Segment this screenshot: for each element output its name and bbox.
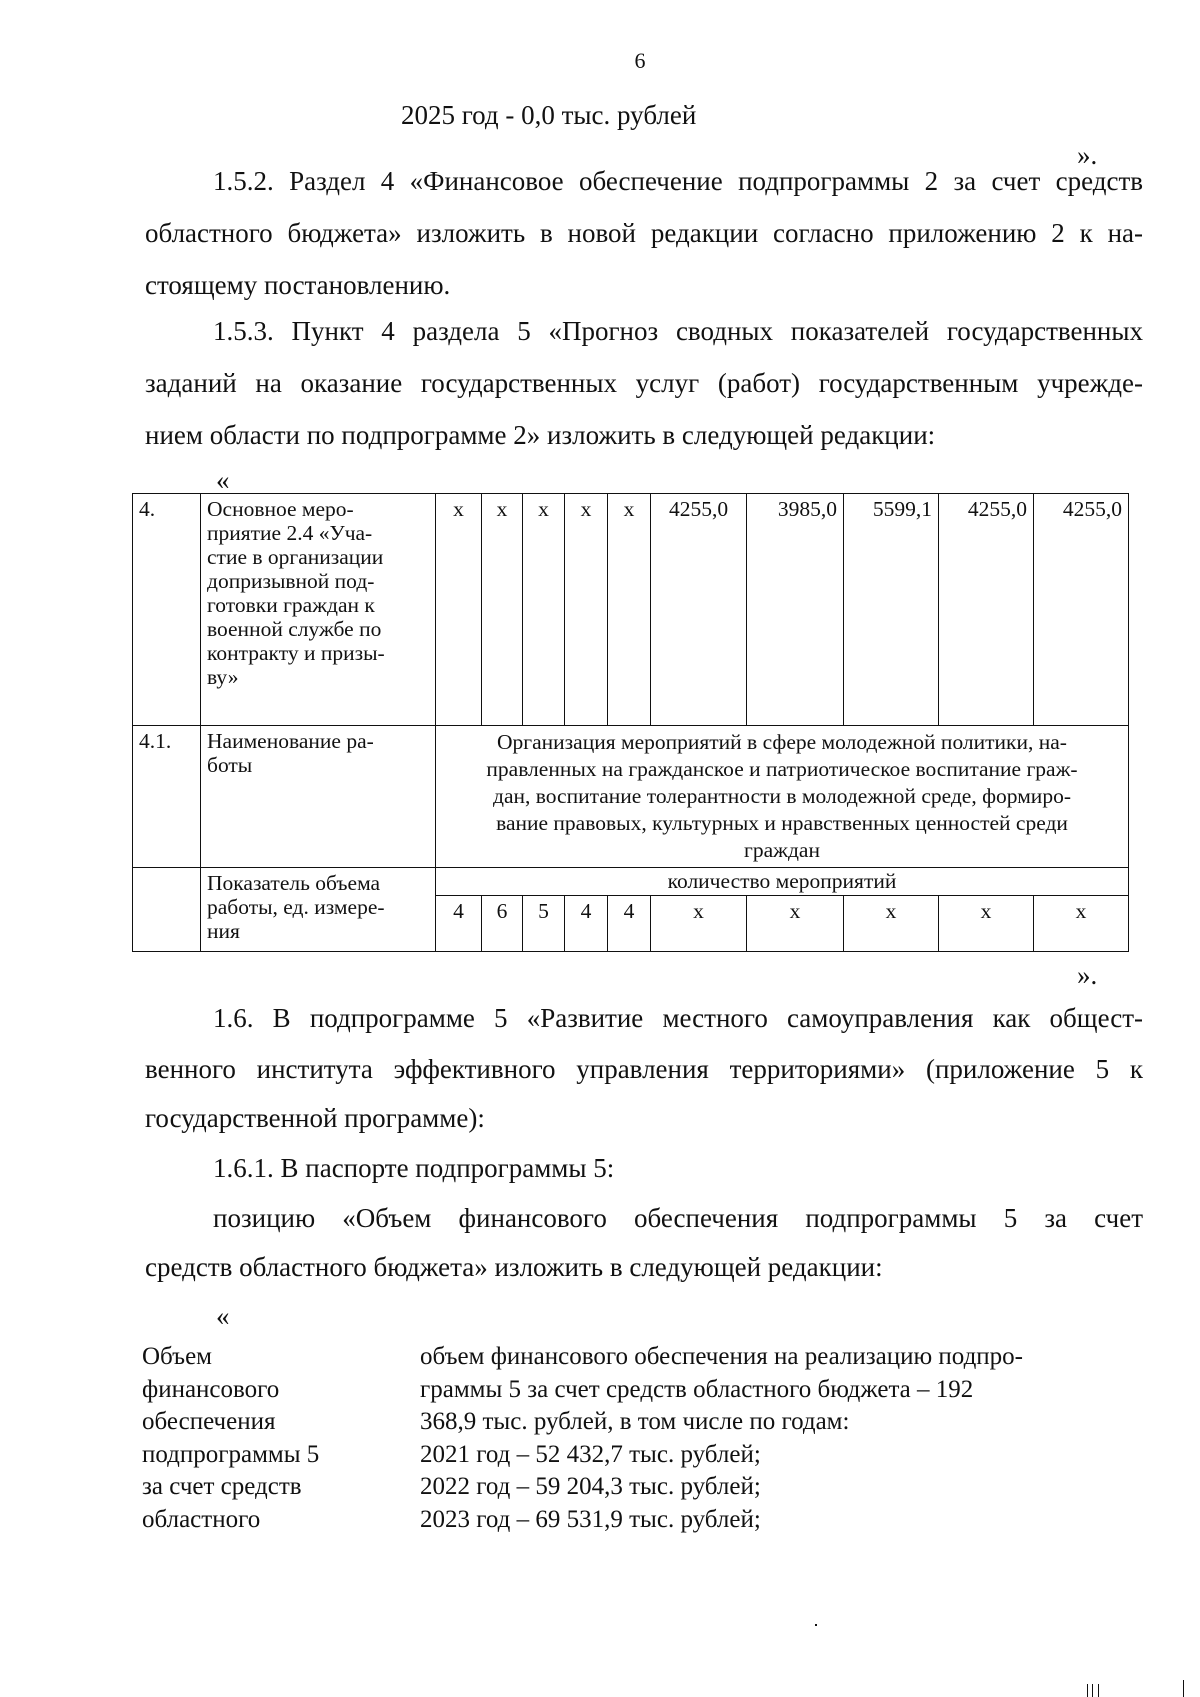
table-cell: x — [1034, 896, 1129, 952]
work-name-text: Организация мероприятий в сфере молодежной политики, на- правленных на гражданское и патриотическое воспитание граж- дан, воспитание толерантности в молодежной среде, формиро- вание правовых, культурных и нравственных ценностей среди граждан — [436, 726, 1129, 868]
indicator-table — [132, 493, 1129, 952]
table-cell: x — [844, 896, 939, 952]
table-cell: x — [436, 494, 482, 726]
table-cell: x — [651, 896, 747, 952]
table-cell: 4 — [565, 896, 608, 952]
table-cell: 4255,0 — [939, 494, 1034, 726]
scan-mark — [1183, 1680, 1184, 1697]
table-cell: 4 — [608, 896, 651, 952]
closing-quote: ». — [1077, 960, 1098, 990]
table-cell: x — [939, 896, 1034, 952]
table-cell: 4 — [436, 896, 482, 952]
paragraph-1-5-2-line-2: областного бюджета» изложить в новой редакции согласно приложению 2 к на- — [145, 218, 1143, 248]
row-number: 4.1. — [133, 726, 201, 868]
row-name: Основное меро- приятие 2.4 «Уча- стие в организации допризывной под- готовки граждан к военной службе по контракту и призы- ву» — [201, 494, 436, 726]
scan-mark — [1098, 1684, 1099, 1697]
paragraph-1-5-3-line-2: заданий на оказание государственных услуг (работ) государственным учрежде- — [145, 368, 1143, 398]
table-cell: x — [482, 494, 523, 726]
opening-quote: « — [216, 1301, 230, 1331]
table-cell: x — [747, 896, 844, 952]
table-cell: x — [608, 494, 651, 726]
table-row — [133, 868, 1129, 896]
paragraph-1-6-line-3: государственной программе): — [145, 1103, 485, 1133]
table-row — [133, 494, 1129, 726]
table-cell: x — [523, 494, 565, 726]
row-number: 4. — [133, 494, 201, 726]
scan-mark — [1087, 1684, 1088, 1697]
paragraph-1-5-3-line-3: нием области по подпрограмме 2» изложить в следующей редакции: — [145, 420, 936, 450]
table-cell: x — [565, 494, 608, 726]
table-cell: 5 — [523, 896, 565, 952]
paragraph-1-5-2-line-3: стоящему постановлению. — [145, 270, 451, 300]
financing-label: Объем финансового обеспечения подпрограммы 5 за счет средств областного — [142, 1343, 320, 1533]
closing-quote: ». — [1077, 140, 1098, 170]
table-cell: 6 — [482, 896, 523, 952]
paragraph-1-5-3-line-1: 1.5.3. Пункт 4 раздела 5 «Прогноз сводных показателей государственных — [213, 316, 1143, 346]
top-line: 2025 год - 0,0 тыс. рублей — [401, 100, 697, 130]
table-cell: 4255,0 — [651, 494, 747, 726]
table-cell: 3985,0 — [747, 494, 844, 726]
opening-quote: « — [216, 465, 230, 495]
row-name: Наименование ра- боты — [201, 726, 436, 868]
financing-value: объем финансового обеспечения на реализацию подпро- граммы 5 за счет средств областного бюджета – 192 368,9 тыс. рублей, в том числе по годам: 2021 год – 52 432,7 тыс. рублей; 2022 год – 59 204,3 тыс. рублей; 2023 год – 69 531,9 тыс. рублей; — [420, 1343, 1024, 1533]
paragraph-position-line-2: средств областного бюджета» изложить в следующей редакции: — [145, 1252, 883, 1282]
paragraph-1-6-line-2: венного института эффективного управления территориями» (приложение 5 к — [145, 1054, 1143, 1084]
table-row — [133, 726, 1129, 868]
row-number — [133, 868, 201, 952]
scan-mark — [1092, 1684, 1093, 1697]
table-cell: 5599,1 — [844, 494, 939, 726]
paragraph-1-6-1: 1.6.1. В паспорте подпрограммы 5: — [213, 1153, 615, 1183]
paragraph-1-5-2-line-1: 1.5.2. Раздел 4 «Финансовое обеспечение подпрограммы 2 за счет средств — [213, 166, 1143, 196]
paragraph-1-6-line-1: 1.6. В подпрограмме 5 «Развитие местного самоуправления как общест- — [213, 1003, 1143, 1033]
unit-cell: количество мероприятий — [436, 868, 1129, 896]
table-cell: 4255,0 — [1034, 494, 1129, 726]
scan-dot — [815, 1624, 817, 1626]
row-name: Показатель объема работы, ед. измере- ния — [201, 868, 436, 952]
paragraph-position-line-1: позицию «Объем финансового обеспечения подпрограммы 5 за счет — [213, 1203, 1143, 1233]
page-number: 6 — [634, 48, 646, 73]
